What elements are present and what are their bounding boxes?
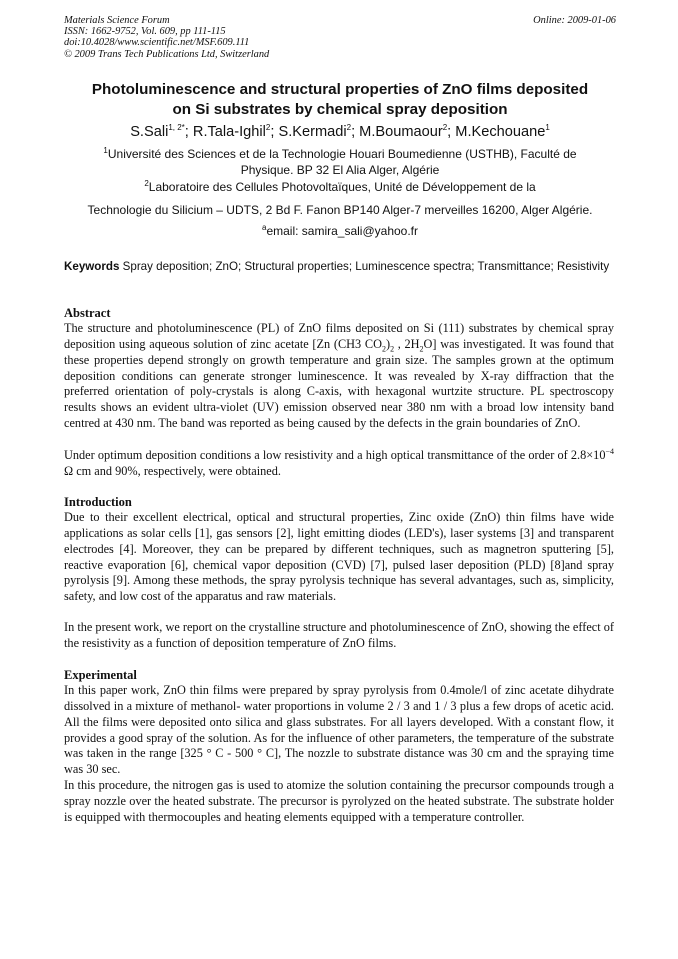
author: S.Sali$^{1, 2*}$; xyxy=(130,123,193,140)
online-date: Online: 2009-01-06 xyxy=(533,15,616,26)
introduction-paragraph-2: In the present work, we report on the crystalline structure and photoluminescence of ZnO, showing the effect of the resistivity as a function of deposition temperature of ZnO films. xyxy=(64,620,614,650)
title-line-2: on Si substrates by chemical spray deposition xyxy=(172,101,508,118)
paper-title xyxy=(60,80,620,120)
journal-name: Materials Science Forum xyxy=(64,15,170,26)
author: M.Boumaour$^2$; xyxy=(359,123,456,140)
author: S.Kermadi$^2$; xyxy=(278,123,360,140)
title-line-1: Photoluminescence and structural properties of ZnO films deposited xyxy=(91,81,589,98)
affiliation-2-line-2: Technologie du Silicium – UDTS, 2 Bd F. Fanon BP140 Alger-7 merveilles 16200, Alger Algérie. xyxy=(87,203,593,217)
abstract-heading: Abstract xyxy=(64,306,111,320)
keywords-label: Keywords xyxy=(64,260,120,273)
author: M.Kechouane$^1$ xyxy=(455,123,550,140)
journal-doi: doi:10.4028/www.scientific.net/MSF.609.111 xyxy=(64,37,250,49)
author: R.Tala-Ighil$^2$; xyxy=(192,123,279,140)
journal-header xyxy=(64,15,616,60)
journal-issn: ISSN: 1662-9752, Vol. 609, pp 111-115 xyxy=(64,26,226,38)
experimental-paragraph-2: In this procedure, the nitrogen gas is used to atomize the solution containing the precursor compounds trough a spray nozzle over the heated substrate. The precursor is pyrolyzed on the heated substrate. The substrate holder is equipped with thermocouples and heating elements equipped with a temperature controller. xyxy=(64,778,614,824)
experimental-paragraph-1: In this paper work, ZnO thin films were prepared by spray pyrolysis from 0.4mole/l of zinc acetate dihydrate dissolved in a mixture of methanol- water proportions in volume 2 / 3 and 1 / 3 plus a few drops of acetic acid. All the films were deposited onto silica and glass substrates. For all layers developed. With a constant flow, it provides a good spray of the solution. As for the influence of other parameters, the temperature of the substrate was taken in the range [325 ° C - 500 ° C], The nozzle to substrate distance was 30 cm and the spraying time was 30 sec. xyxy=(64,683,614,777)
abstract-paragraph-1: The structure and photoluminescence (PL) of ZnO films deposited on Si (111) substrates by chemical spray deposition using aqueous solution of zinc acetate [Zn (CH3 $CO_2)_2$ , $2H_2O$] was investigated. It was found that these properties depend strongly on growth temperature and grain size. The samples grown at the optimum deposition conditions can generate stronger luminescence. It was revealed by X-ray diffraction that the preferred orientation of poly-crystals is along C-axis, with hexagonal wurtzite structure. PL spectroscopy results shows an evident ultra-violet (UV) emission observed near 380 nm with a broad low intensity band centred at 430 nm. The band was reported as being caused by the defects in the grain boundaries of ZnO. xyxy=(64,321,614,431)
affiliation-1: $^1$Université des Sciences et de la Technologie Houari Boumedienne (USTHB), Faculté de Physique. BP 32 El Alia Alger, Algérie xyxy=(103,146,577,177)
abstract-paragraph-2: Under optimum deposition conditions a low resistivity and a high optical transmittance of the order of $2.8\times 10^{-4}$ Ω cm and 90%, respectively, were obtained. xyxy=(64,446,614,478)
keywords-text: Spray deposition; ZnO; Structural properties; Luminescence spectra; Transmittance; Resistivity xyxy=(119,260,610,273)
introduction-heading: Introduction xyxy=(64,495,132,509)
journal-copyright: © 2009 Trans Tech Publications Ltd, Switzerland xyxy=(64,48,270,60)
introduction-paragraph-1: Due to their excellent electrical, optical and structural properties, Zinc oxide (ZnO) thin films have wide applications as solar cells [1], gas sensors [2], light emitting diodes (LED's), laser systems [3] and transparent electrodes [4]. Moreover, they can be prepared by different techniques, such as magnetron sputtering [5], reactive evaporation [6], chemical vapor deposition (CVD) [7], pulsed laser deposition (PLD) [8]and spray pyrolysis [9]. Among these methods, the spray pyrolysis technique has several advantages, such as, simplicity, safety, and low cost of the apparatus and raw materials. xyxy=(64,510,614,604)
author-email: $^a$email: samira_sali@yahoo.fr xyxy=(261,223,419,238)
affiliation-2: $^2$Laboratoire des Cellules Photovoltaïques, Unité de Développement de la xyxy=(144,179,536,194)
author-list xyxy=(40,122,640,142)
experimental-heading: Experimental xyxy=(64,668,137,682)
keywords xyxy=(64,259,614,275)
